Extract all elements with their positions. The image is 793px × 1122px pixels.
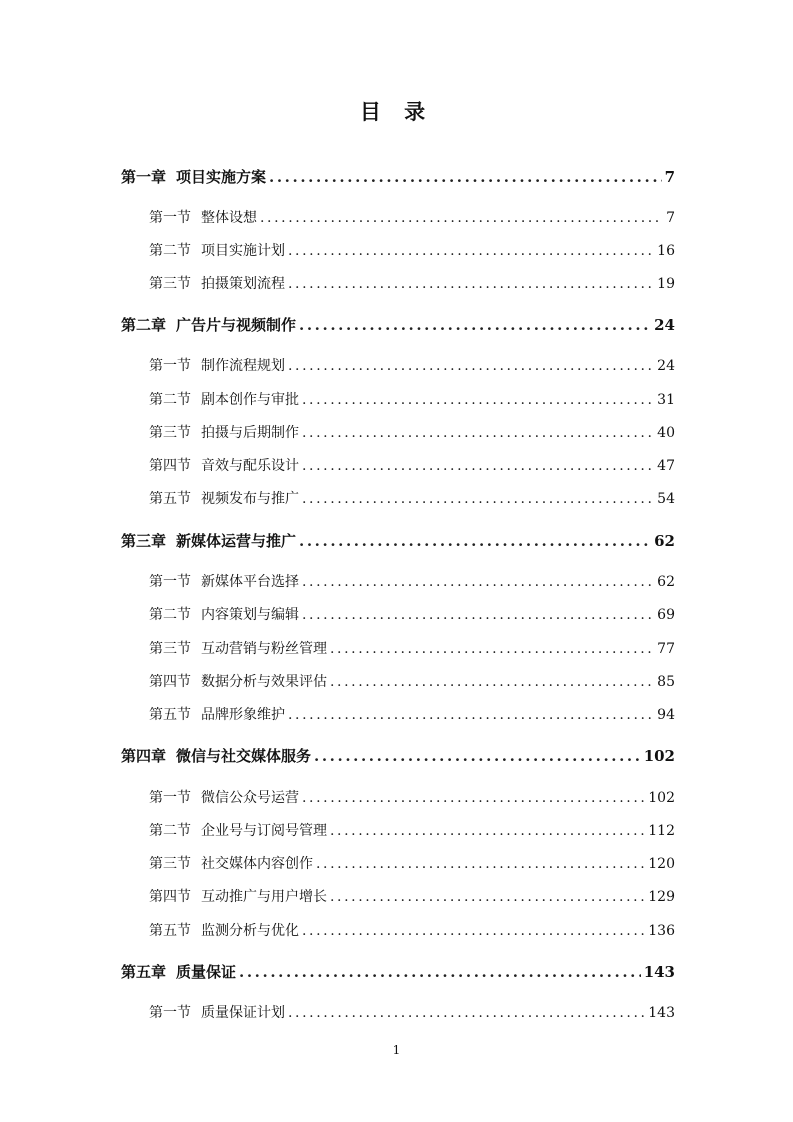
toc-entry-number: 第一章 — [121, 168, 167, 186]
toc-entry-label — [149, 787, 299, 807]
toc-entry-page: 47 — [657, 458, 675, 474]
dot-leader — [302, 392, 654, 408]
toc-entry-label — [149, 355, 285, 375]
toc-entry-label — [149, 920, 299, 940]
toc-chapter-entry[interactable] — [121, 314, 675, 335]
toc-entry-page: 102 — [648, 790, 675, 806]
dot-leader — [239, 963, 641, 981]
toc-section-entry[interactable] — [149, 273, 675, 293]
toc-entry-label — [149, 853, 313, 873]
toc-section-entry[interactable] — [149, 638, 675, 658]
dot-leader — [316, 856, 645, 872]
toc-entry-text: 项目实施方案 — [176, 168, 267, 186]
toc-entry-page: 31 — [657, 392, 675, 408]
toc-entry-number: 第五节 — [149, 923, 191, 939]
toc-entry-page: 40 — [657, 425, 675, 441]
toc-entry-number: 第四章 — [121, 747, 167, 765]
page-number: 1 — [392, 1043, 401, 1057]
toc-section-entry[interactable] — [149, 455, 675, 475]
toc-title: 目 录 — [359, 99, 434, 124]
toc-entry-label — [121, 530, 296, 551]
dot-leader — [330, 889, 645, 905]
toc-section-entry[interactable] — [149, 1002, 675, 1022]
toc-entry-text: 视频发布与推广 — [201, 491, 299, 507]
toc-entry-number: 第五章 — [121, 963, 167, 981]
toc-entry-text: 拍摄策划流程 — [201, 276, 285, 292]
toc-entry-label — [149, 886, 327, 906]
toc-entry-page: 19 — [657, 276, 675, 292]
toc-section-entry[interactable] — [149, 240, 675, 260]
toc-section-entry[interactable] — [149, 787, 675, 807]
toc-entry-text: 互动营销与粉丝管理 — [201, 641, 327, 657]
toc-entry-text: 新媒体运营与推广 — [176, 532, 297, 550]
toc-entry-label — [121, 961, 236, 982]
toc-entry-text: 质量保证 — [176, 963, 237, 981]
toc-entry-page: 62 — [654, 532, 675, 550]
toc-chapter-entry[interactable] — [121, 961, 675, 982]
toc-entry-text: 微信公众号运营 — [201, 790, 299, 806]
toc-chapter-entry[interactable] — [121, 530, 675, 551]
toc-entry-number: 第五节 — [149, 491, 191, 507]
toc-entry-label — [149, 1002, 285, 1022]
toc-entry-number: 第五节 — [149, 707, 191, 723]
dot-leader — [288, 1005, 645, 1021]
toc-entry-label — [149, 571, 299, 591]
dot-leader — [302, 574, 654, 590]
toc-entry-text: 内容策划与编辑 — [201, 607, 299, 623]
toc-entry-text: 品牌形象维护 — [201, 707, 285, 723]
toc-section-entry[interactable] — [149, 355, 675, 375]
dot-leader — [330, 823, 645, 839]
toc-entry-page: 69 — [657, 607, 675, 623]
toc-section-entry[interactable] — [149, 422, 675, 442]
toc-entry-number: 第三节 — [149, 425, 191, 441]
toc-entry-page: 143 — [643, 963, 675, 981]
dot-leader — [302, 491, 654, 507]
dot-leader — [299, 532, 651, 550]
toc-entry-text: 音效与配乐设计 — [201, 458, 299, 474]
toc-entry-text: 拍摄与后期制作 — [201, 425, 299, 441]
toc-entry-label — [149, 704, 285, 724]
toc-entry-label — [149, 455, 299, 475]
toc-section-entry[interactable] — [149, 853, 675, 873]
toc-section-entry[interactable] — [149, 671, 675, 691]
dot-leader — [288, 707, 654, 723]
toc-section-entry[interactable] — [149, 488, 675, 508]
toc-entry-number: 第二章 — [121, 316, 167, 334]
toc-entry-number: 第一节 — [149, 210, 191, 226]
toc-entry-text: 广告片与视频制作 — [176, 316, 297, 334]
toc-entry-page: 24 — [657, 358, 675, 374]
toc-entry-number: 第二节 — [149, 823, 191, 839]
dot-leader — [269, 168, 662, 186]
toc-entry-text: 微信与社交媒体服务 — [176, 747, 312, 765]
toc-entry-number: 第一节 — [149, 574, 191, 590]
dot-leader — [302, 458, 654, 474]
toc-entry-text: 社交媒体内容创作 — [201, 856, 313, 872]
toc-entry-page: 129 — [648, 889, 675, 905]
toc-entry-text: 新媒体平台选择 — [201, 574, 299, 590]
dot-leader — [288, 243, 654, 259]
toc-entry-page: 112 — [648, 823, 675, 839]
toc-entry-number: 第二节 — [149, 607, 191, 623]
toc-entry-number: 第三节 — [149, 276, 191, 292]
toc-section-entry[interactable] — [149, 389, 675, 409]
toc-entry-label — [149, 820, 327, 840]
toc-entry-number: 第一节 — [149, 358, 191, 374]
toc-entry-page: 136 — [648, 923, 675, 939]
toc-entry-text: 制作流程规划 — [201, 358, 285, 374]
dot-leader — [302, 425, 654, 441]
dot-leader — [330, 641, 654, 657]
toc-entry-label — [121, 166, 266, 187]
dot-leader — [260, 210, 663, 226]
dot-leader — [302, 923, 645, 939]
toc-entry-number: 第四节 — [149, 674, 191, 690]
toc-entry-page: 7 — [664, 168, 675, 186]
toc-entry-text: 质量保证计划 — [201, 1005, 285, 1021]
toc-entry-label — [121, 745, 311, 766]
dot-leader — [288, 358, 654, 374]
toc-entry-label — [149, 207, 257, 227]
toc-entry-number: 第四节 — [149, 889, 191, 905]
toc-entry-text: 整体设想 — [201, 210, 257, 226]
toc-entry-text: 数据分析与效果评估 — [201, 674, 327, 690]
toc-section-entry[interactable] — [149, 604, 675, 624]
toc-entry-page: 143 — [648, 1005, 675, 1021]
toc-entry-page: 24 — [654, 316, 675, 334]
toc-entry-text: 企业号与订阅号管理 — [201, 823, 327, 839]
toc-entry-label — [149, 638, 327, 658]
toc-entry-number: 第三节 — [149, 641, 191, 657]
dot-leader — [302, 790, 645, 806]
toc-entry-page: 62 — [657, 574, 675, 590]
toc-entry-page: 85 — [657, 674, 675, 690]
toc-entry-label — [149, 422, 299, 442]
toc-entry-number: 第三章 — [121, 532, 167, 550]
toc-section-entry[interactable] — [149, 704, 675, 724]
toc-entry-label — [149, 240, 285, 260]
toc-entry-label — [149, 488, 299, 508]
toc-chapter-entry[interactable] — [121, 166, 675, 187]
toc-entry-text: 剧本创作与审批 — [201, 392, 299, 408]
toc-entry-text: 项目实施计划 — [201, 243, 285, 259]
toc-entry-page: 102 — [643, 747, 675, 765]
toc-entry-number: 第一节 — [149, 1005, 191, 1021]
toc-entry-text: 互动推广与用户增长 — [201, 889, 327, 905]
toc-entry-page: 7 — [666, 210, 675, 226]
toc-entry-number: 第一节 — [149, 790, 191, 806]
toc-entry-number: 第二节 — [149, 243, 191, 259]
toc-entry-label — [149, 273, 285, 293]
toc-entry-label — [121, 314, 296, 335]
toc-section-entry[interactable] — [149, 571, 675, 591]
toc-entry-label — [149, 671, 327, 691]
toc-section-entry[interactable] — [149, 920, 675, 940]
toc-section-entry[interactable] — [149, 820, 675, 840]
dot-leader — [330, 674, 654, 690]
toc-entry-label — [149, 604, 299, 624]
toc-entry-page: 54 — [657, 491, 675, 507]
toc-entry-number: 第四节 — [149, 458, 191, 474]
dot-leader — [299, 316, 651, 334]
toc-entry-label — [149, 389, 299, 409]
dot-leader — [314, 747, 641, 765]
dot-leader — [302, 607, 654, 623]
toc-entry-number: 第三节 — [149, 856, 191, 872]
toc-section-entry[interactable] — [149, 207, 675, 227]
toc-entry-page: 16 — [657, 243, 675, 259]
toc-entry-text: 监测分析与优化 — [201, 923, 299, 939]
dot-leader — [288, 276, 654, 292]
toc-section-entry[interactable] — [149, 886, 675, 906]
toc-chapter-entry[interactable] — [121, 745, 675, 766]
toc-entry-page: 94 — [657, 707, 675, 723]
toc-entry-page: 77 — [657, 641, 675, 657]
toc-entry-number: 第二节 — [149, 392, 191, 408]
toc-entry-page: 120 — [648, 856, 675, 872]
